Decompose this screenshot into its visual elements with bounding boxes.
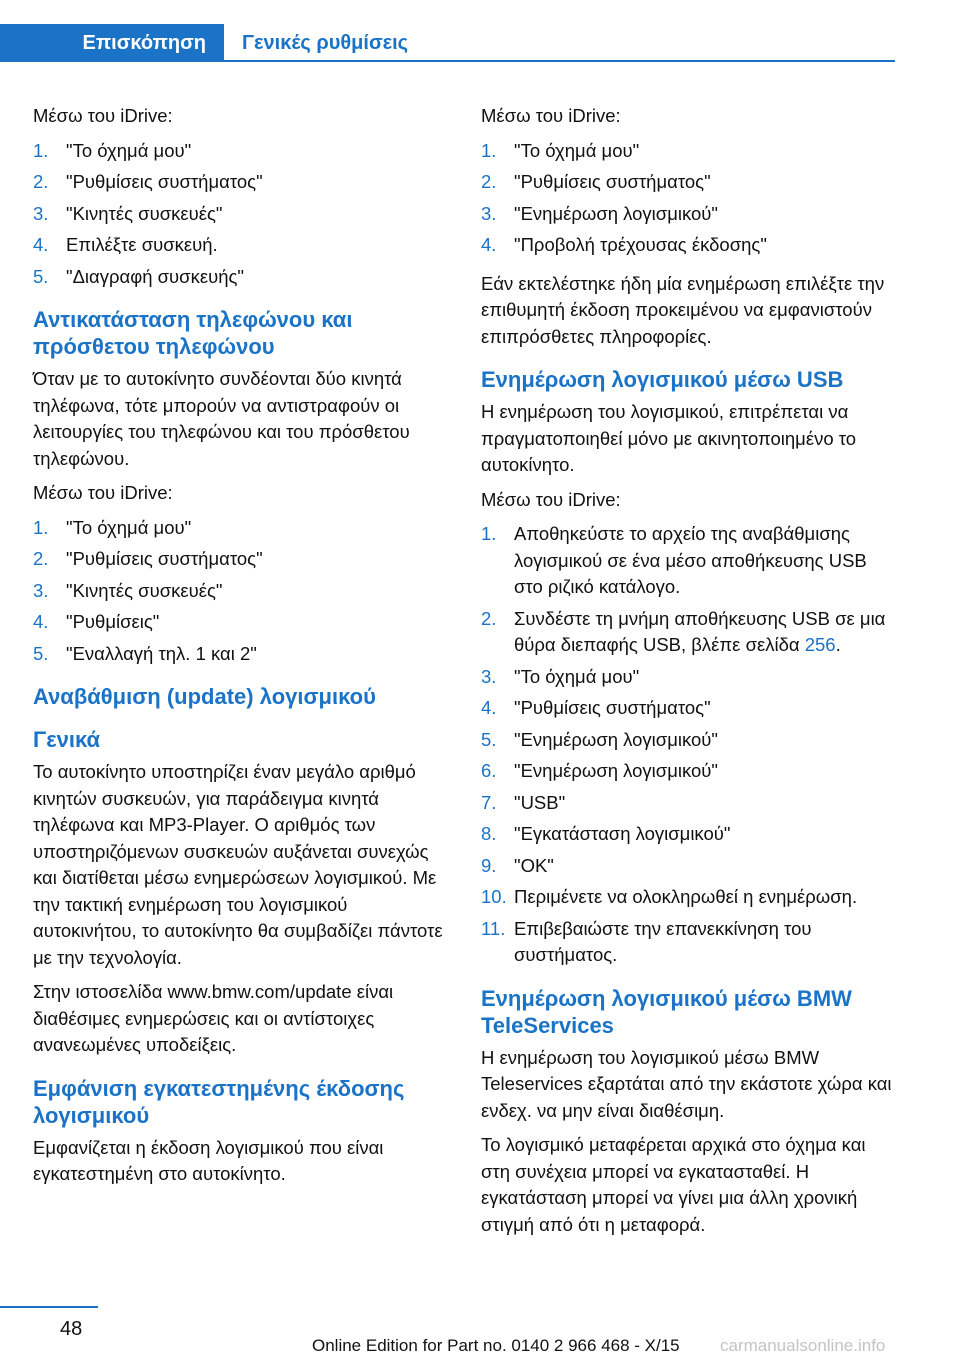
paragraph-website: Στην ιστοσελίδα www.bmw.com/update είναι διαθέσιμες ενημερώσεις και οι αντίστοιχες ανανεωμένες υποδείξεις. xyxy=(33,981,394,1055)
list-item xyxy=(33,169,448,196)
list-item xyxy=(481,884,896,911)
step-text: "Ρυθμίσεις συστήματος" xyxy=(514,697,711,718)
step-text: "Εναλλαγή τηλ. 1 και 2" xyxy=(66,642,257,664)
step-text: "Το όχημά μου" xyxy=(514,139,640,161)
step-number: 1. xyxy=(33,139,49,161)
step-number: 8. xyxy=(481,823,497,844)
step-number: 3. xyxy=(481,665,497,687)
tab-general-settings[interactable]: Γενικές ρυθμίσεις xyxy=(242,32,409,54)
step-number: 1. xyxy=(33,516,49,538)
step-text: "Ρυθμίσεις" xyxy=(66,611,160,632)
step-text: "Ενημέρωση λογισμικού" xyxy=(514,760,718,781)
list-item xyxy=(481,758,896,785)
list-item xyxy=(481,664,896,691)
list-item xyxy=(481,853,896,880)
heading-software-update: Αναβάθμιση (update) λογισμικού xyxy=(33,684,376,709)
heading-phone-swap: Αντικατάσταση τηλεφώνου και πρόσθετου τηλεφώνου xyxy=(33,307,353,359)
step-text: "Κινητές συσκευές" xyxy=(66,579,223,601)
steps-list-show-version xyxy=(481,138,896,259)
step-number: 4. xyxy=(481,697,497,718)
list-item xyxy=(481,201,896,228)
page-number: 48 xyxy=(60,1318,83,1340)
step-number: 9. xyxy=(481,854,497,876)
step-text: "Ενημέρωση λογισμικού" xyxy=(514,202,718,224)
list-item xyxy=(481,695,896,722)
step-number: 3. xyxy=(33,579,49,601)
step-text-end: . xyxy=(835,634,841,655)
step-number: 10. xyxy=(481,886,507,907)
step-text: Περιμένετε να ολοκληρωθεί η ενημέρωση. xyxy=(514,886,858,907)
step-number: 3. xyxy=(481,202,497,224)
step-number: 4. xyxy=(481,234,497,255)
heading-bmw-teleservices: Ενημέρωση λογισμικού μέσω BMW TeleServices xyxy=(481,985,852,1038)
tab-overview[interactable]: Επισκόπηση xyxy=(0,24,224,62)
list-item xyxy=(481,138,896,165)
step-number: 2. xyxy=(481,171,497,192)
step-text: "Ρυθμίσεις συστήματος" xyxy=(514,171,711,192)
list-item xyxy=(481,606,896,659)
list-item xyxy=(481,821,896,848)
paragraph-bmw-1: Η ενημέρωση του λογισμικού μέσω BMW Teleservices εξαρτάται από την εκάστοτε χώρα και ενδεχ. να μην είναι διαθέσιμη. xyxy=(481,1046,892,1121)
step-number: 4. xyxy=(33,611,49,632)
list-item xyxy=(33,609,448,636)
right-column xyxy=(481,103,896,1246)
step-number: 2. xyxy=(33,171,49,192)
intro-text: Μέσω του iDrive: xyxy=(33,105,173,126)
step-number: 5. xyxy=(33,642,49,664)
step-number: 3. xyxy=(33,202,49,224)
step-text: "Το όχημά μου" xyxy=(66,139,192,161)
list-item xyxy=(481,790,896,817)
step-number: 7. xyxy=(481,791,497,813)
step-text: "Ρυθμίσεις συστήματος" xyxy=(66,548,263,569)
step-text: "Προβολή τρέχουσας έκδοσης" xyxy=(514,234,767,255)
steps-list-delete-device xyxy=(33,138,448,291)
watermark: carmanualsonline.info xyxy=(720,1336,886,1355)
step-text: "Το όχημά μου" xyxy=(514,665,640,687)
step-number: 2. xyxy=(481,607,497,629)
list-item xyxy=(481,521,896,601)
step-text: Επιβεβαιώστε την επανεκκίνηση του συστήματος. xyxy=(514,917,812,965)
step-text: "Ρυθμίσεις συστήματος" xyxy=(66,171,263,192)
intro-text: Μέσω του iDrive: xyxy=(481,488,621,510)
step-number: 5. xyxy=(481,728,497,750)
step-number: 11. xyxy=(481,917,506,939)
edition-text: Online Edition for Part no. 0140 2 966 468 - X/15 xyxy=(312,1336,680,1355)
header-rule xyxy=(224,60,895,62)
header-tabs xyxy=(0,24,895,62)
step-text: "Κινητές συσκευές" xyxy=(66,202,223,224)
heading-display-version: Εμφάνιση εγκατεστημένης έκδοσης λογισμικού xyxy=(33,1075,405,1128)
list-item xyxy=(481,727,896,754)
intro-text: Μέσω του iDrive: xyxy=(33,482,173,503)
list-item xyxy=(33,641,448,668)
step-number: 1. xyxy=(481,139,497,161)
list-item xyxy=(33,138,448,165)
list-item xyxy=(33,578,448,605)
list-item xyxy=(481,169,896,196)
list-item xyxy=(33,232,448,259)
list-item xyxy=(33,546,448,573)
paragraph-display-version: Εμφανίζεται η έκδοση λογισμικού που είναι εγκατεστημένη στο αυτοκίνητο. xyxy=(33,1136,384,1184)
footer-rule xyxy=(0,1306,98,1308)
paragraph-usb-update: Η ενημέρωση του λογισμικού, επιτρέπεται να πραγματοποιηθεί μόνο με ακινητοποιημένο το αυτοκίνητο. xyxy=(481,401,857,475)
heading-usb-update: Ενημέρωση λογισμικού μέσω USB xyxy=(481,367,844,392)
step-text: "Εγκατάσταση λογισμικού" xyxy=(514,823,731,844)
step-text: "OK" xyxy=(514,854,554,876)
heading-general: Γενικά xyxy=(33,727,101,752)
list-item xyxy=(481,232,896,259)
paragraph-phone-swap: Όταν με το αυτοκίνητο συνδέονται δύο κινητά τηλέφωνα, τότε μπορούν να αντιστραφούν οι λειτουργίες του τηλεφώνου και του πρόσθετου τηλεφώνου. xyxy=(33,368,410,469)
step-number: 4. xyxy=(33,234,49,255)
step-text: "Διαγραφή συσκευής" xyxy=(66,265,244,287)
steps-list-usb xyxy=(481,521,896,969)
step-text: "USB" xyxy=(514,791,566,813)
step-text: Αποθηκεύστε το αρχείο της αναβάθμισης λογισμικού σε ένα μέσο αποθήκευσης USB στο ριζικό κατάλογο. xyxy=(514,523,867,597)
paragraph-bmw-2: Το λογισμικό μεταφέρεται αρχικά στο όχημα και στη συνέχεια μπορεί να εγκατασταθεί. Η εγκατάσταση μπορεί να γίνει μια άλλη χρονική στιγμή από ότι η μεταφορά. xyxy=(481,1134,866,1235)
steps-list-swap xyxy=(33,515,448,668)
step-text: "Ενημέρωση λογισμικού" xyxy=(514,728,718,750)
step-number: 1. xyxy=(481,523,497,544)
list-item xyxy=(33,201,448,228)
step-number: 6. xyxy=(481,760,497,781)
paragraph-general: Το αυτοκίνητο υποστηρίζει έναν μεγάλο αριθμό κινητών συσκευών, για παράδειγμα κινητά τηλέφωνα και MP3-Player. Ο αριθμός των υποστηριζόμενων συσκευών αυξάνεται συνεχώς και διατίθεται μέσω ενημερώσεων λογισμικού. Με την τακτική ενημέρωση του λογισμικού αυτοκινήτου, το αυτοκίνητο θα συμβαδίζει πάντοτε με την τεχνολογία. xyxy=(33,761,443,968)
step-text: "Το όχημά μου" xyxy=(66,516,192,538)
page-link[interactable]: 256 xyxy=(804,634,836,655)
left-column xyxy=(33,103,448,1196)
step-text: Συνδέστε τη μνήμη αποθήκευσης USB σε μια θύρα διεπαφής USB, βλέπε σελίδα xyxy=(514,607,886,655)
list-item xyxy=(481,916,896,969)
step-text: Επιλέξτε συσκευή. xyxy=(66,234,218,255)
intro-text: Μέσω του iDrive: xyxy=(481,105,621,126)
step-number: 5. xyxy=(33,265,49,287)
list-item xyxy=(33,515,448,542)
list-item xyxy=(33,264,448,291)
step-number: 2. xyxy=(33,548,49,569)
paragraph-previous-update: Εάν εκτελέστηκε ήδη μία ενημέρωση επιλέξτε την επιθυμητή έκδοση προκειμένου να εμφανιστούν επιπρόσθετες πληροφορίες. xyxy=(481,272,885,347)
